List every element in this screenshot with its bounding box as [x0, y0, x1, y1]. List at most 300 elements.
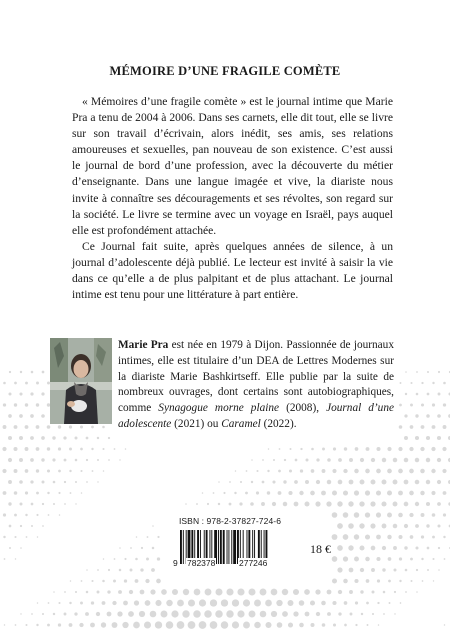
halftone-dot [437, 436, 441, 440]
halftone-dot [282, 589, 288, 595]
halftone-dot [69, 448, 72, 451]
halftone-dot [315, 589, 320, 594]
halftone-dot [349, 480, 354, 485]
halftone-dot [282, 611, 288, 617]
halftone-dot [52, 458, 55, 461]
halftone-dot [354, 512, 360, 518]
halftone-dot [150, 589, 155, 594]
halftone-dot [14, 469, 18, 473]
halftone-dot [14, 382, 17, 385]
halftone-dot [283, 480, 286, 483]
halftone-dot [36, 624, 38, 626]
halftone-dot [438, 547, 440, 549]
halftone-dot [223, 492, 225, 494]
halftone-dot [344, 601, 348, 605]
halftone-dot [360, 480, 365, 485]
halftone-dot [53, 503, 55, 505]
halftone-dot [444, 624, 445, 625]
halftone-dot [64, 459, 67, 462]
halftone-dot [36, 514, 38, 516]
barcode-bar [228, 530, 229, 564]
halftone-dot [411, 580, 413, 582]
halftone-dot [262, 459, 264, 461]
halftone-dot [58, 470, 61, 473]
halftone-dot [371, 458, 375, 462]
halftone-dot [338, 458, 342, 462]
halftone-dot [278, 491, 282, 495]
halftone-dot [267, 491, 270, 494]
halftone-dot [254, 622, 261, 629]
halftone-dot [360, 568, 364, 572]
halftone-dot [405, 569, 408, 572]
halftone-dot [2, 469, 6, 473]
halftone-dot [80, 448, 83, 451]
halftone-dot [240, 481, 242, 483]
halftone-dot [327, 480, 332, 485]
halftone-dot [422, 580, 424, 582]
halftone-dot [91, 426, 94, 429]
barcode-bar [183, 530, 184, 564]
halftone-dot [119, 459, 120, 460]
halftone-dot [36, 425, 40, 429]
halftone-dot [421, 425, 425, 429]
halftone-dot [332, 469, 336, 473]
halftone-dot [213, 492, 215, 494]
halftone-dot [387, 469, 392, 474]
halftone-dot [327, 458, 331, 462]
halftone-dot [112, 622, 118, 628]
halftone-dot [321, 601, 326, 606]
halftone-dot [310, 600, 315, 605]
halftone-dot [337, 523, 343, 529]
halftone-dot [404, 436, 408, 440]
halftone-dot [366, 602, 369, 605]
halftone-dot [431, 447, 435, 451]
halftone-dot [171, 610, 178, 617]
halftone-dot [3, 425, 7, 429]
halftone-dot [332, 601, 336, 605]
halftone-dot [157, 536, 159, 538]
halftone-dot [405, 371, 407, 373]
halftone-dot [147, 536, 149, 538]
halftone-dot [221, 621, 228, 628]
halftone-dot [112, 601, 116, 605]
halftone-dot [235, 470, 237, 472]
halftone-dot [53, 613, 55, 615]
halftone-dot [80, 425, 83, 428]
halftone-dot [152, 525, 154, 527]
halftone-dot [383, 591, 386, 594]
halftone-dot [376, 557, 380, 561]
halftone-dot [8, 414, 12, 418]
halftone-dot [443, 513, 446, 516]
halftone-dot [442, 447, 446, 451]
halftone-dot [394, 613, 395, 614]
halftone-dot [421, 513, 425, 517]
halftone-dot [36, 492, 39, 495]
halftone-dot [289, 469, 292, 472]
halftone-dot [293, 589, 299, 595]
halftone-dot [262, 481, 265, 484]
halftone-dot [3, 513, 6, 516]
halftone-dot [332, 490, 337, 495]
halftone-dot [19, 414, 23, 418]
bio-text: (2022). [260, 417, 297, 430]
halftone-dot [30, 414, 34, 418]
halftone-dot [41, 392, 44, 395]
halftone-dot [3, 382, 6, 385]
halftone-dot [398, 491, 403, 496]
halftone-dot [37, 602, 39, 604]
halftone-dot [74, 612, 77, 615]
barcode-digits-right: 277246 [239, 558, 268, 568]
barcode-bar [220, 530, 222, 564]
halftone-dot [215, 588, 222, 595]
halftone-dot [166, 621, 174, 629]
halftone-dot [64, 481, 66, 483]
halftone-dot [182, 610, 189, 617]
halftone-dot [310, 491, 315, 496]
halftone-dot [433, 580, 434, 581]
halftone-dot [232, 621, 239, 628]
halftone-dot [415, 524, 419, 528]
halftone-dot [377, 579, 380, 582]
halftone-dot [310, 623, 314, 627]
halftone-dot [271, 611, 277, 617]
halftone-dot [125, 448, 127, 450]
halftone-dot [25, 403, 28, 406]
halftone-dot [31, 503, 34, 506]
halftone-dot [226, 588, 233, 595]
halftone-dot [349, 590, 353, 594]
halftone-dot [202, 492, 204, 494]
halftone-dot [119, 547, 121, 549]
halftone-dot [8, 436, 12, 440]
halftone-dot [118, 590, 122, 594]
halftone-dot [58, 425, 61, 428]
halftone-dot [426, 480, 430, 484]
halftone-dot [20, 613, 21, 614]
halftone-dot [333, 623, 336, 626]
halftone-dot [420, 491, 424, 495]
halftone-dot [15, 624, 17, 626]
halftone-dot [294, 502, 299, 507]
halftone-dot [427, 547, 430, 550]
halftone-dot [382, 480, 387, 485]
halftone-dot [42, 525, 44, 527]
halftone-dot [431, 469, 435, 473]
halftone-dot [157, 557, 160, 560]
halftone-dot [288, 600, 294, 606]
halftone-dot [332, 578, 337, 583]
halftone-dot [205, 589, 212, 596]
halftone-dot [172, 589, 178, 595]
halftone-dot [387, 447, 391, 451]
halftone-dot [354, 469, 359, 474]
halftone-dot [2, 447, 6, 451]
halftone-dot [378, 624, 380, 626]
halftone-dot [404, 458, 409, 463]
halftone-dot [376, 447, 380, 451]
halftone-dot [322, 448, 325, 451]
halftone-dot [75, 591, 77, 593]
halftone-dot [348, 545, 353, 550]
halftone-dot [243, 599, 250, 606]
halftone-dot [398, 535, 402, 539]
barcode-bar [233, 530, 236, 564]
halftone-dot [177, 600, 184, 607]
halftone-dot [332, 534, 338, 540]
halftone-dot [86, 569, 88, 571]
halftone-dot [343, 469, 347, 473]
halftone-dot [442, 469, 446, 473]
halftone-dot [398, 513, 403, 518]
halftone-dot [251, 459, 253, 461]
halftone-dot [144, 621, 151, 628]
halftone-dot [295, 459, 298, 462]
halftone-dot [361, 613, 363, 615]
halftone-dot [31, 371, 34, 374]
halftone-dot [421, 382, 423, 384]
halftone-dot [409, 447, 413, 451]
halftone-dot [254, 600, 261, 607]
halftone-dot [304, 589, 310, 595]
halftone-dot [399, 557, 402, 560]
halftone-dot [194, 589, 201, 596]
halftone-dot [140, 590, 145, 595]
halftone-dot [343, 534, 349, 540]
halftone-dot [130, 547, 132, 549]
halftone-dot [322, 469, 326, 473]
halftone-dot [348, 501, 353, 506]
halftone-dot [432, 403, 435, 406]
halftone-dot [26, 536, 28, 538]
halftone-dot [349, 568, 354, 573]
halftone-dot [388, 580, 391, 583]
halftone-dot [183, 589, 189, 595]
halftone-dot [102, 448, 104, 450]
halftone-dot [404, 502, 409, 507]
halftone-dot [437, 480, 441, 484]
halftone-dot [58, 447, 61, 450]
halftone-dot [69, 425, 72, 428]
halftone-dot [114, 558, 116, 560]
halftone-dot [321, 491, 326, 496]
halftone-dot [69, 602, 71, 604]
halftone-dot [19, 458, 23, 462]
halftone-dot [25, 624, 27, 626]
halftone-dot [102, 580, 105, 583]
halftone-dot [284, 459, 286, 461]
halftone-dot [420, 447, 424, 451]
halftone-dot [327, 590, 332, 595]
halftone-dot [14, 536, 16, 538]
halftone-dot [25, 469, 29, 473]
halftone-dot [30, 392, 33, 395]
halftone-dot [377, 602, 379, 604]
halftone-dot [166, 600, 173, 607]
halftone-dot [311, 448, 314, 451]
halftone-dot [14, 403, 17, 406]
halftone-dot [371, 568, 375, 572]
halftone-dot [365, 490, 370, 495]
halftone-dot [102, 426, 105, 429]
bio-text: (2008), [279, 402, 327, 415]
halftone-dot [226, 610, 233, 617]
halftone-dot [199, 599, 206, 606]
halftone-dot [188, 621, 196, 629]
halftone-dot [92, 470, 94, 472]
halftone-dot [91, 580, 93, 582]
halftone-dot [344, 447, 347, 450]
halftone-dot [19, 480, 23, 484]
halftone-dot [382, 458, 386, 462]
halftone-dot [354, 579, 358, 583]
author-bio [118, 338, 394, 433]
author-name: Marie Pra [118, 339, 169, 351]
halftone-dot [349, 458, 353, 462]
blurb-paragraph: « Mémoires d’une fragile comète » est le journal intime que Marie Pra a tenu de 2004 à 2006. Dans ses carnets, elle dit tout, elle se livre sur son travail d’écrivain, alors inédit, ses amis, ses relations amoureuses et sexuelles, pan nouveau de son existence. C’est aussi le journal de bord d’une profession, avec la découverte du métier d’enseignante. Dans une langue imagée et vive, la diariste nous invite à connaître ses découragements et ses révoltes, son regard sur la société. Le livre se termine avec un voyage en Israël, pays auquel elle est profondément attachée. [72, 95, 393, 237]
halftone-dot [426, 502, 430, 506]
halftone-dot [300, 448, 302, 450]
halftone-dot [58, 492, 60, 494]
halftone-dot [210, 621, 218, 629]
halftone-dot [343, 512, 349, 518]
halftone-dot [53, 591, 55, 593]
halftone-dot [48, 602, 50, 604]
halftone-dot [25, 491, 28, 494]
halftone-dot [410, 558, 413, 561]
halftone-dot [91, 448, 93, 450]
halftone-dot [64, 503, 66, 505]
halftone-dot [305, 612, 310, 617]
halftone-dot [337, 545, 343, 551]
halftone-dot [381, 501, 386, 506]
halftone-dot [376, 535, 381, 540]
halftone-dot [81, 580, 83, 582]
halftone-dot [20, 371, 22, 373]
halftone-dot [19, 502, 22, 505]
halftone-dot [279, 448, 281, 450]
halftone-dot [376, 490, 381, 495]
halftone-dot [36, 403, 39, 406]
halftone-dot [443, 382, 446, 385]
halftone-dot [75, 503, 76, 504]
halftone-dot [365, 557, 370, 562]
bio-text: (2021) ou [171, 417, 222, 430]
halftone-dot [58, 602, 60, 604]
halftone-dot [338, 480, 343, 485]
halftone-dot [4, 624, 5, 625]
halftone-dot [221, 599, 228, 606]
halftone-dot [3, 536, 5, 538]
halftone-dot [260, 611, 267, 618]
halftone-dot [268, 448, 270, 450]
halftone-dot [427, 569, 429, 571]
halftone-dot [239, 502, 242, 505]
halftone-dot [443, 425, 447, 429]
halftone-dot [188, 599, 195, 606]
halftone-dot [25, 447, 29, 451]
halftone-dot [415, 546, 418, 549]
halftone-dot [237, 588, 244, 595]
halftone-dot [204, 610, 212, 618]
halftone-dot [432, 536, 435, 539]
halftone-dot [8, 392, 11, 395]
halftone-dot [261, 502, 265, 506]
halftone-dot [218, 481, 220, 483]
halftone-dot [107, 590, 110, 593]
halftone-dot [289, 448, 291, 450]
halftone-dot [31, 525, 33, 527]
halftone-dot [41, 458, 44, 461]
halftone-dot [25, 382, 28, 385]
halftone-dot [415, 414, 418, 417]
halftone-dot [251, 481, 253, 483]
halftone-dot [437, 524, 440, 527]
halftone-dot [3, 491, 7, 495]
halftone-dot [288, 491, 292, 495]
halftone-dot [432, 513, 436, 517]
halftone-dot [155, 621, 162, 628]
halftone-dot [103, 470, 105, 472]
halftone-dot [387, 513, 392, 518]
halftone-dot [399, 425, 403, 429]
halftone-dot [376, 512, 381, 517]
halftone-dot [75, 437, 78, 440]
halftone-dot [366, 579, 370, 583]
halftone-dot [382, 568, 385, 571]
halftone-dot [400, 382, 402, 384]
halftone-dot [52, 436, 55, 439]
halftone-dot [355, 601, 358, 604]
halftone-dot [393, 546, 397, 550]
halftone-dot [139, 611, 145, 617]
halftone-dot [365, 512, 370, 517]
halftone-dot [383, 613, 385, 615]
halftone-dot [113, 580, 116, 583]
barcode-bar [180, 530, 182, 564]
halftone-dot [333, 447, 336, 450]
halftone-dot [42, 503, 44, 505]
halftone-dot [86, 459, 88, 461]
halftone-dot [387, 535, 391, 539]
halftone-dot [196, 503, 198, 505]
halftone-dot [304, 501, 309, 506]
halftone-dot [415, 502, 419, 506]
halftone-dot [299, 600, 305, 606]
halftone-dot [124, 579, 127, 582]
halftone-dot [316, 480, 320, 484]
halftone-dot [101, 622, 106, 627]
halftone-dot [69, 470, 71, 472]
halftone-dot [288, 622, 293, 627]
halftone-dot [48, 514, 50, 516]
halftone-dot [161, 611, 168, 618]
halftone-dot [9, 525, 12, 528]
halftone-dot [161, 589, 167, 595]
halftone-dot [388, 557, 392, 561]
price: 18 € [310, 542, 331, 556]
halftone-dot [421, 558, 423, 560]
halftone-dot [177, 621, 185, 629]
bio-text: est née en 1979 à Dijon. Passionnée de journaux intimes, elle est titulaire d’un DEA de Lettres Modernes sur la diariste Marie Bashkirtseff. Elle publie par la suite de nombreux ouvrages, dont certains sont autobiographiques, comme [118, 339, 394, 415]
halftone-dot [8, 502, 11, 505]
barcode-bar [218, 530, 219, 564]
halftone-dot [140, 568, 143, 571]
halftone-dot [355, 624, 357, 626]
halftone-dot [185, 503, 187, 505]
